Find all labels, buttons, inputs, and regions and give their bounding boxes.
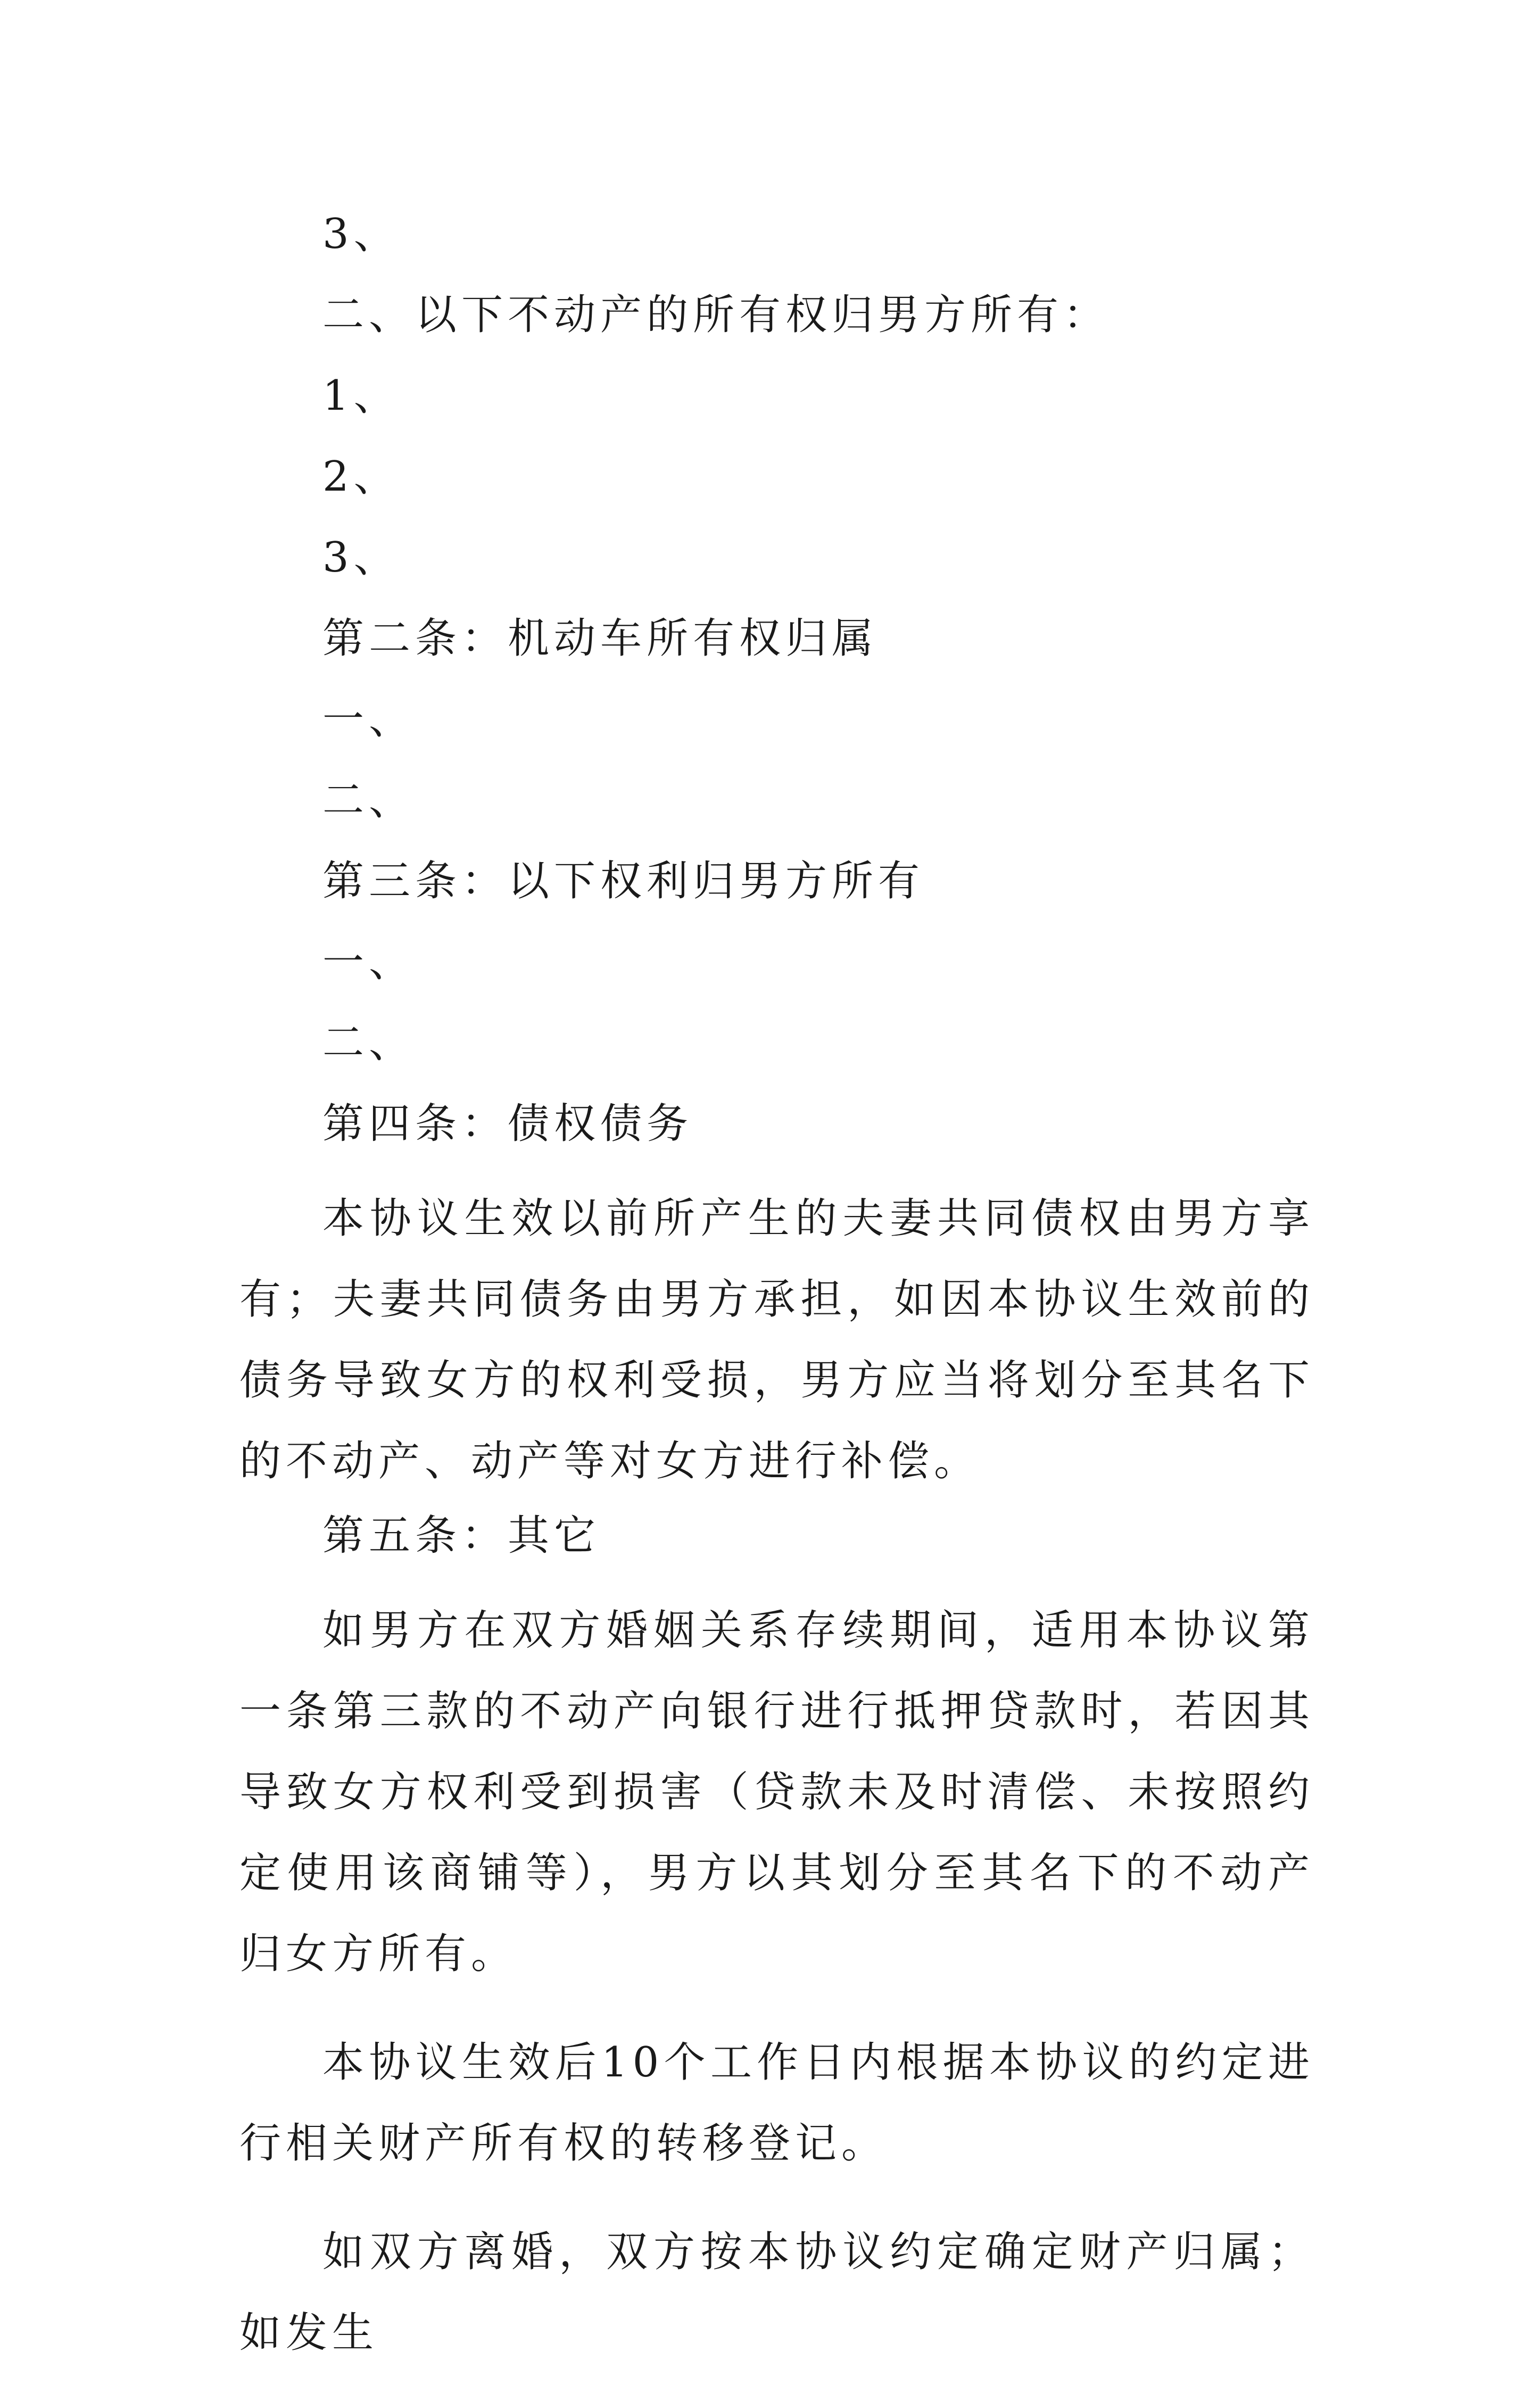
list-item-3: 3、 xyxy=(322,210,400,258)
divorce-paragraph: 如双方离婚，双方按本协议约定确定财产归属；如发生 xyxy=(239,2228,1314,2357)
article-3-heading: 第三条：以下权利归男方所有 xyxy=(322,857,925,905)
article-5-heading: 第五条：其它 xyxy=(322,1512,601,1560)
document-body xyxy=(239,208,1314,2401)
list-item-2: 2、 xyxy=(322,453,400,501)
transfer-paragraph: 本协议生效后10个工作日内根据本协议的约定进行相关财产所有权的转移登记。 xyxy=(239,2039,1314,2167)
article-4-heading: 第四条：债权债务 xyxy=(322,1100,693,1148)
list-item-one: 一、 xyxy=(322,938,416,986)
list-item-3: 3、 xyxy=(322,534,400,582)
list-item-two: 二、 xyxy=(322,1019,416,1067)
debt-paragraph: 本协议生效以前所产生的夫妻共同债权由男方享有；夫妻共同债务由男方承担，如因本协议生效前的债务导致女方的权利受损，男方应当将划分至其名下的不动产、动产等对女方进行补偿。 xyxy=(239,1195,1314,1485)
section-real-estate-male: 二、以下不动产的所有权归男方所有： xyxy=(322,291,1110,339)
list-item-two: 二、 xyxy=(322,776,416,824)
article-2-heading: 第二条：机动车所有权归属 xyxy=(322,615,879,663)
mortgage-paragraph: 如男方在双方婚姻关系存续期间，适用本协议第一条第三款的不动产向银行进行抵押贷款时，若因其导致女方权利受到损害（贷款未及时清偿、未按照约定使用该商铺等），男方以其划分至其名下的不动产归女方所有。 xyxy=(239,1607,1314,1978)
list-item-one: 一、 xyxy=(322,696,416,743)
list-item-1: 1、 xyxy=(322,372,400,420)
